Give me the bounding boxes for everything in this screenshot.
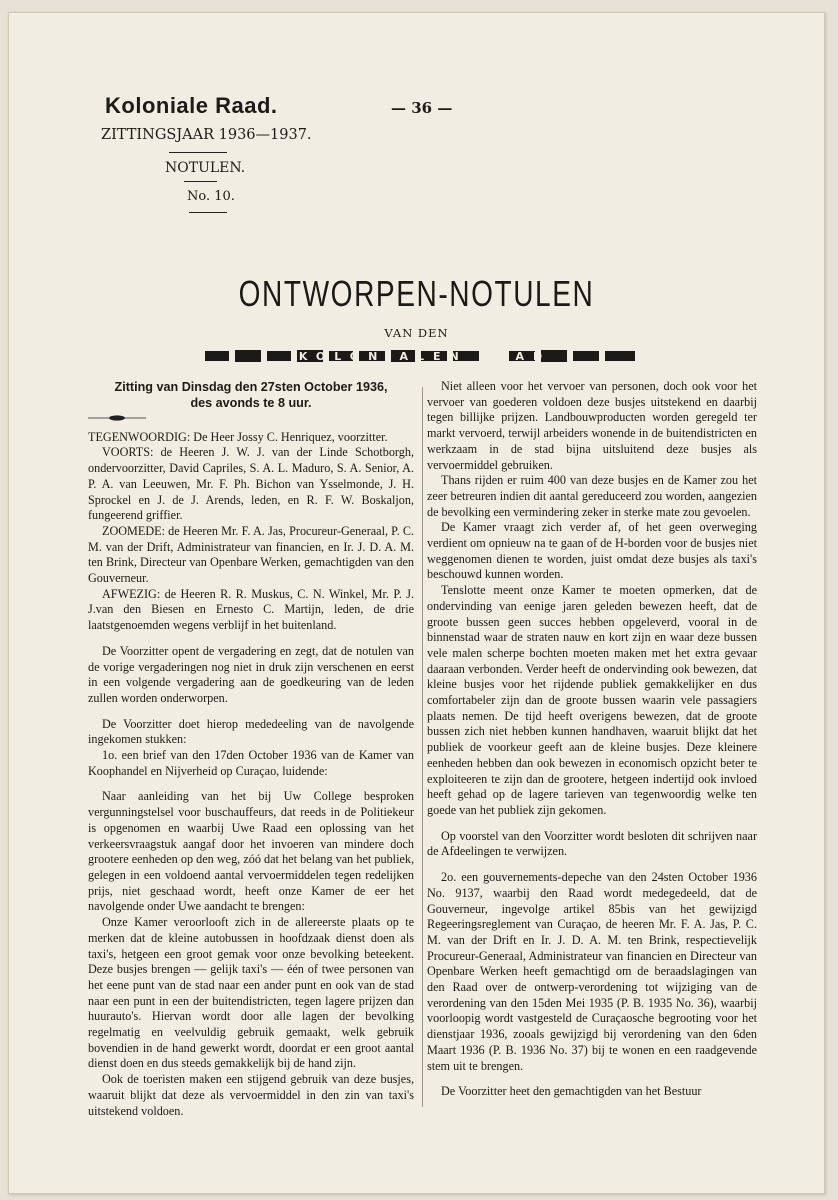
paragraph-letter-body-1: Naar aanleiding van het bij Uw College besproken vergunningstelsel voor buschauffeurs, dat reeds in de Politiekeur is opgenomen en waarbij Uwe Raad een oplossing van het verkeersvraagstuk aangaf door het invoeren van mindere doch grootere eenheden op den weg, zóó dat het belang van het publiek, gelegen in een voldoend aantal vervoermiddelen tegen redelijken prijs, niet geschaad wordt, heeft onze Kamer de eer het navolgende onder Uwe aandacht te brengen:	[88, 789, 414, 914]
paragraph-tenslotte: Tenslotte meent onze Kamer te moeten opmerken, dat de ondervinding van eenige jaren geleden bewezen heeft, dat de groote bussen geen succes hebben opgeleverd, vooral in de binnenstad waar de straten nauw en kort zijn en waar deze bussen vele malen scherpe bochten moeten maken met het extra gevaar daaraan verbonden. Verder heeft de ondervinding ook bewezen, dat kleine busjes voor het rijdende publiek gemakkelijker en dus comfortabeler zijn dan de groote bussen waarin vele passagiers plaats nemen. De tijd heeft overigens bewezen, dat de groote bussen zich niet hebben kunnen handhaven, waaruit blijkt dat het publiek de voorkeur geeft aan de kleine busjes. Deze kleinere eenheden hebben dan ook bewezen in economisch opzicht beter te exploiteeren te zijn dan de grootere, hetgeen indertijd ook invloed heeft gehad op de lagere tarieven van tegenwoordig welke ten goede van het publiek zijn gekomen.	[427, 583, 757, 817]
minutes-label: NOTULEN.	[165, 160, 246, 176]
paragraph-letter-1: 1o. een brief van den 17den October 1936 van de Kamer van Koophandel en Nijverheid op Curaçao, luidende:	[88, 748, 414, 778]
attendance-absent: AFWEZIG: de Heeren R. R. Muskus, C. N. Winkel, Mr. P. J. J.van den Biesen en Ernesto C. Martijn, leden, de drie laatstgenoemden wegens verblijf in het buitenland.	[88, 586, 414, 633]
session-line-2: des avonds te 8 uur.	[190, 396, 312, 410]
page-number: — 36 —	[391, 99, 453, 117]
left-column	[88, 379, 414, 1119]
header-rule-2	[184, 181, 217, 182]
paragraph-depeche: 2o. een gouvernements-depeche van den 24sten October 1936 No. 9137, waarbij den Raad wordt medegedeeld, dat de Gouverneur, ingevolge artikel 85bis van het gewijzigd Regeeringsreglement van Curaçao, de heeren Mr. F. A. Jas, P. C. M. van der Drift en Ir. J. D. A. M. ten Brink, respectievelijk Procureur-Generaal, Administrateur van financien en Directeur van Openbare Werken heeft gemachtigd om de beraadslagingen van den Raad over de ontwerp-verordening tot wijziging van de verordening van den 15den Mei 1935 (P. B. 1935 No. 36), waarbij voorloopig wordt vastgesteld de Curaçaosche begrooting voor het dienstjaar 1936, zooals gewijzigd bij verordening van den 6den Maart 1936 (P. B. 1936 No. 37) bij te wonen en een raadgevende stem uit te brengen.	[427, 870, 757, 1073]
ornament-divider	[88, 415, 146, 421]
paragraph-goods: Niet alleen voor het vervoer van personen, doch ook voor het vervoer van goederen voldoen deze busjes uitstekend en daarbij tegen billijke prijzen. Landbouwproducten worden geregeld ter markt vervoerd, terwijl arbeiders wonende in de buitendistricten en werkzaam in de stad bijna uitsluitend deze busjes als vervoermiddel gebruiken.	[427, 379, 757, 472]
header-rule-1	[169, 152, 227, 153]
paragraph-opening: De Voorzitter opent de vergadering en zegt, dat de notulen van de vorige vergaderingen nog niet in druk zijn verschenen en eerst in een volgende vergadering aan de goedkeuring van de leden zullen worden onderworpen.	[88, 643, 414, 705]
kolonialen-raad-text: KOLONIALEN RAAD	[298, 350, 552, 363]
attendance-also: ZOOMEDE: de Heeren Mr. F. A. Jas, Procureur-Generaal, P. C. M. van der Drift, Administrateur van financien, en Ir. J. D. A. M. ten Brink, Directeur van Openbare Werken, gemachtigden van den Gouverneur.	[88, 523, 414, 586]
paragraph-h-borden: De Kamer vraagt zich verder af, of het geen overweging verdient om opnieuw na te gaan of de H-borden voor de busjes niet weggenomen dienen te worden, juist omdat deze busjes als taxi's beschouwd kunnen worden.	[427, 520, 757, 582]
paragraph-400-busjes: Thans rijden er ruim 400 van deze busjes en de Kamer zou het zeer betreuren indien dit aantal gereduceerd zou worden, aangezien de bevolking een vermindering zeker in sterke mate zou gevoelen.	[427, 473, 757, 519]
document-page	[8, 12, 825, 1194]
attendance-further: VOORTS: de Heeren J. W. J. van der Linde Schotborgh, ondervoorzitter, David Capriles, S. A. L. Maduro, S. A. Senior, A. P. A. van Leeuwen, Mr. F. Ph. Bichon van Ysselmonde, J. H. Sprockel en J. de J. Arends, leden, en R. F. W. Boskaljon, fungeerend griffier.	[88, 445, 414, 523]
paragraph-welcome: De Voorzitter heet den gemachtigden van het Bestuur	[441, 1084, 702, 1099]
session-line-1: Zitting van Dinsdag den 27sten October 1936,	[114, 380, 388, 394]
session-year: ZITTINGSJAAR 1936—1937.	[101, 127, 312, 143]
kolonialen-raad-wordmark	[205, 349, 645, 363]
title-van-den: VAN DEN	[384, 326, 449, 340]
document-title: ONTWORPEN-NOTULEN	[238, 273, 595, 314]
paragraph-letter-body-2: Onze Kamer veroorlooft zich in de allereerste plaats op te merken dat de kleine autobussen in hoofdzaak dienst doen als taxi's, hetgeen een groot gemak voor onze bevolking beteekent. Deze busjes brengen — gelijk taxi's — één of twee personen van het eene punt van de stad naar een ander punt en ook van de stad naar een punt in een der buitendistricten, tegen lagere prijzen dan huurauto's. Hiervan wordt door alle lagen der bevolking regelmatig en veelvuldig gebruik gemaakt, welk gebruik bovendien in de hand gewerkt wordt, doordat er een groot aantal dienst doen en dus steeds gemakkelijk bij de hand zijn.	[88, 915, 414, 1071]
header-rule-3	[189, 212, 227, 213]
paragraph-incoming: De Voorzitter doet hierop mededeeling van de navolgende ingekomen stukken:	[88, 716, 414, 747]
session-heading	[88, 379, 414, 411]
paragraph-letter-body-3: Ook de toeristen maken een stijgend gebruik van deze busjes, waaruit blijkt dat deze als vervoermiddel in den zin van taxi's uitstekend voldoen.	[88, 1072, 414, 1118]
column-divider	[422, 387, 423, 1107]
paragraph-proposal: Op voorstel van den Voorzitter wordt besloten dit schrijven naar de Afdeelingen te verwijzen.	[427, 828, 757, 859]
right-column	[427, 379, 757, 1100]
council-name: Koloniale Raad.	[105, 93, 278, 118]
attendance-present: TEGENWOORDIG: De Heer Jossy C. Henriquez, voorzitter.	[88, 429, 388, 444]
minutes-number: No. 10.	[187, 189, 235, 204]
